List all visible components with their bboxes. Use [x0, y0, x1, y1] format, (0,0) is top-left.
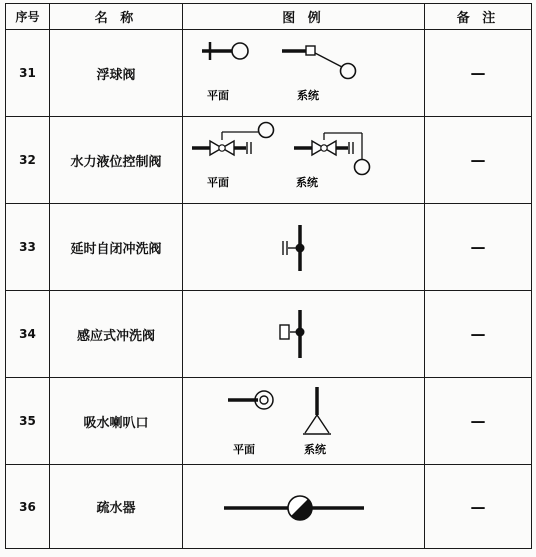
label-plan: 平面 [206, 89, 229, 102]
delay-flush-valve-icon [184, 205, 424, 289]
header-figure: 图 例 [183, 4, 425, 30]
label-plan: 平面 [206, 176, 229, 189]
induction-flush-valve-icon [184, 292, 424, 376]
row-note: — [425, 204, 532, 291]
figure-float-valve [183, 30, 425, 117]
row-note: — [425, 378, 532, 465]
table-row [6, 117, 532, 204]
row-number: 32 [6, 117, 50, 204]
legend-table [5, 3, 532, 549]
header-note: 备 注 [425, 4, 532, 30]
row-name: 感应式冲洗阀 [50, 291, 183, 378]
level-control-valve-icon [184, 118, 424, 202]
row-note: — [425, 465, 532, 549]
figure-steam-trap [183, 465, 425, 549]
label-system: 系统 [295, 176, 318, 189]
table-row [6, 291, 532, 378]
row-number: 34 [6, 291, 50, 378]
table-row [6, 465, 532, 549]
header-no: 序号 [6, 4, 50, 30]
row-name: 疏水器 [50, 465, 183, 549]
label-system: 系统 [303, 443, 326, 456]
figure-level-control-valve [183, 117, 425, 204]
figure-suction-bell-mouth [183, 378, 425, 465]
header-name: 名 称 [50, 4, 183, 30]
row-note: — [425, 30, 532, 117]
suction-bell-mouth-icon [184, 379, 424, 463]
steam-trap-icon [184, 467, 424, 547]
row-number: 33 [6, 204, 50, 291]
row-name: 水力液位控制阀 [50, 117, 183, 204]
header-row [6, 4, 532, 30]
table-row [6, 204, 532, 291]
row-name: 浮球阀 [50, 30, 183, 117]
table-row [6, 30, 532, 117]
row-number: 31 [6, 30, 50, 117]
row-name: 吸水喇叭口 [50, 378, 183, 465]
row-name: 延时自闭冲洗阀 [50, 204, 183, 291]
row-number: 36 [6, 465, 50, 549]
label-plan: 平面 [232, 443, 255, 456]
figure-induction-flush-valve [183, 291, 425, 378]
label-system: 系统 [296, 89, 319, 102]
row-note: — [425, 117, 532, 204]
figure-delay-flush-valve [183, 204, 425, 291]
row-note: — [425, 291, 532, 378]
float-valve-icon [184, 31, 424, 115]
row-number: 35 [6, 378, 50, 465]
table-row [6, 378, 532, 465]
